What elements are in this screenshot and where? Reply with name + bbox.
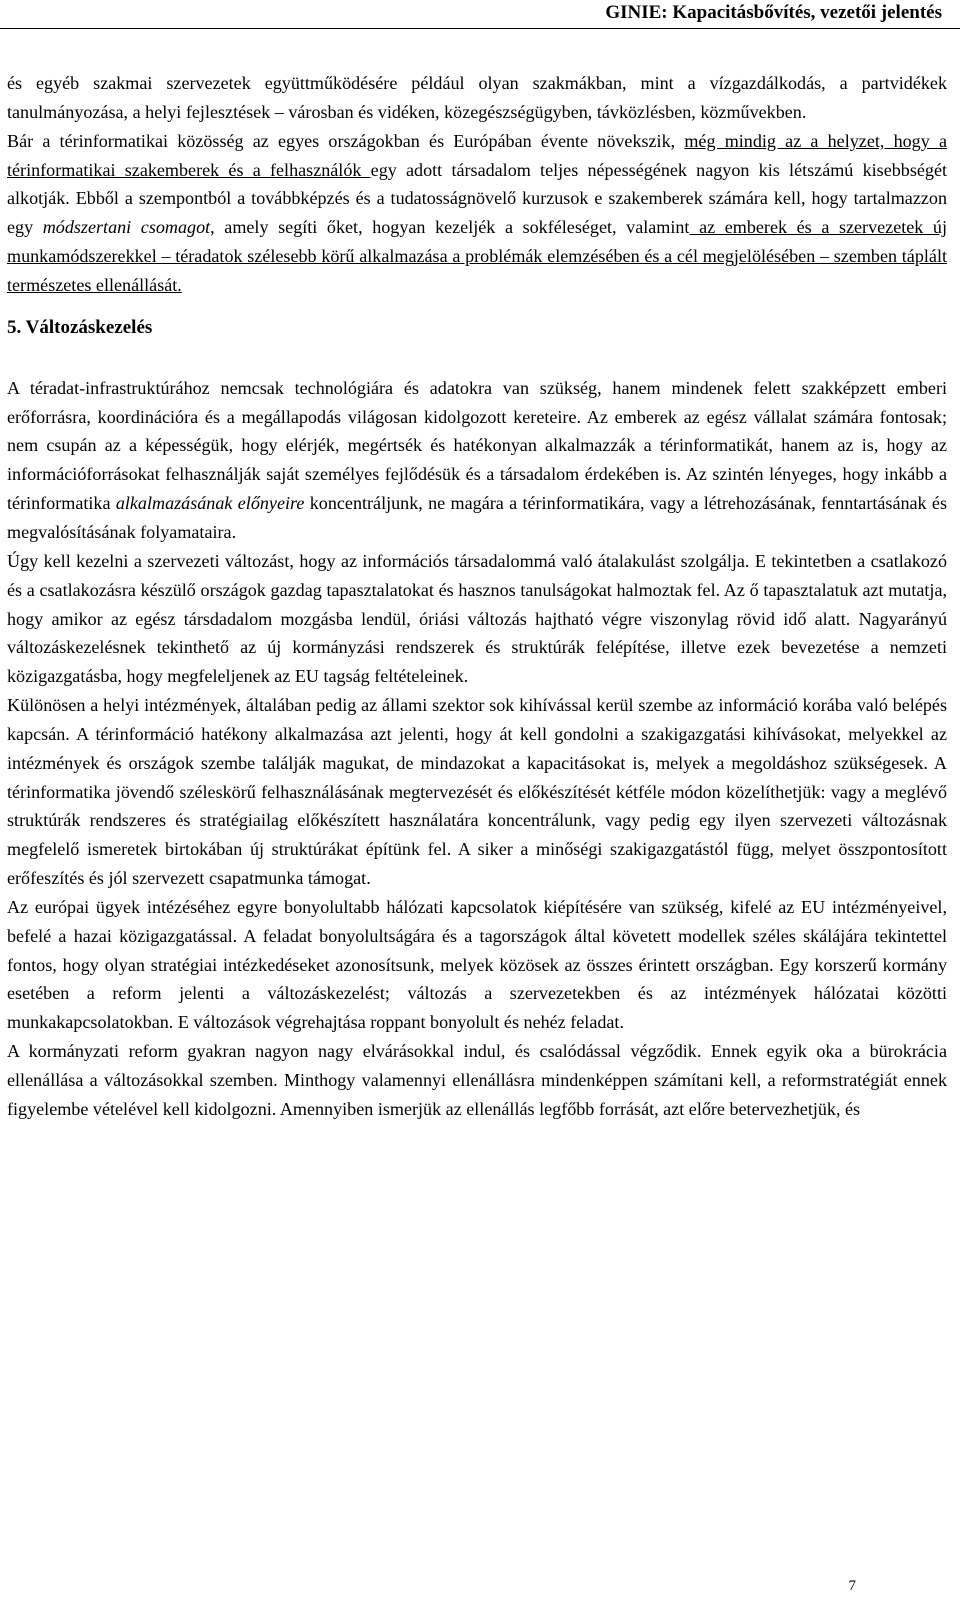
underlined-text: még mindig az a helyzet, hogy a térinformatikai szakemberek és a felhasználók: [7, 130, 947, 180]
text-run: egy adott társadalom teljes népességének nagyon kis létszámú kisebbségét alkotják. Ebből a szempontból a továbbképzés és a tudatosságnövelő kurzusok e szakemberek számára kell, hogy tartalmazzon egy: [7, 159, 947, 238]
italic-text: alkalmazásának előnyeire: [115, 493, 305, 514]
text-run: Bár a térinformatikai közösség az egyes országokban és Európában évente növekszik,: [7, 130, 685, 151]
header-divider: [0, 28, 960, 29]
paragraph-infrastructure: [7, 374, 947, 547]
paragraph-organizational-change: Úgy kell kezelni a szervezeti változást, hogy az információs társadalommá való átalakulást szolgálja. E tekintetben a csatlakozó és a csatlakozásra készülő országok gazdag tapasztalatokat és hasznos tanulságokat halmoztak fel. Az ő tapasztalatuk azt mutatja, hogy amikor az egész társdadalom mozgásba lendül, óriási változás hajtható végre viszonylag rövid idő alatt. Nagyarányú változáskezelésnek tekinthető az új kormányzási rendszerek és struktúrák felépítése, illetve ezek bevezetése a nemzeti közigazgatásba, hogy megfeleljenek az EU tagság feltételeinek.: [7, 550, 947, 687]
underlined-text: az emberek és a szervezetek új munkamódszerekkel – téradatok szélesebb körű alkalmazása a problémák elemzésében és a cél megjelölésében – szemben táplált természetes ellenállását.: [7, 217, 948, 295]
paragraph-government-reform: A kormányzati reform gyakran nagyon nagy elvárásokkal indul, és csalódással végződik. Ennek egyik oka a bürokrácia ellenállása a változásokkal szemben. Minthogy valamennyi ellenállásra mindenképpen számítani kell, a reformstratégiát ennek figyelembe vételével kell kidolgozni. Amennyiben ismerjük az ellenállás legfőbb forrását, azt előre betervezhetjük, és: [7, 1041, 947, 1119]
paragraph-european-affairs: Az európai ügyek intézéséhez egyre bonyolultabb hálózati kapcsolatok kiépítésére van szükség, kifelé az EU intézményeivel, befelé a hazai közigazgatással. A feladat bonyolultságára és a tagországok által követett modellek széles skálájára tekintettel fontos, hogy olyan stratégiai intézkedéseket azonosítsunk, melyek közösek az összes érintett országban. Egy korszerű kormány esetében a reform jelenti a változáskezelést; változás a szervezetekben és az intézmények hálózatai közötti munkakapcsolatokban. E változások végrehajtása roppant bonyolult és nehéz feladat.: [7, 896, 947, 1033]
section-heading: 5. Változáskezelés: [7, 316, 153, 338]
text-run: koncentráljunk, ne magára a térinformatikára, vagy a létrehozásának, fenntartásának és megvalósításának folyamataira.: [7, 493, 948, 542]
paragraph-community: [7, 127, 947, 300]
text-run: , amely segíti őket, hogyan kezeljék a sokféleséget, valamint: [210, 217, 690, 238]
text-run: A téradat-infrastruktúrához nemcsak technológiára és adatokra van szükség, hanem mindenek felett szakképzett emberi erőforrásra, koordinációra és a megállapodás világosan kidolgozott kereteire. Az emberek az egész vállalat számára fontosak; nem csupán az a képességük, hogy elérjék, megértsék és hatékonyan alkalmazzák a térinformatikát, hanem az is, hogy az információforrásokat felhasználják saját személyes fejlődésük és a társadalom érdekében is. Az szintén lényeges, hogy inkább a térinformatika: [7, 377, 947, 514]
page-body: [7, 69, 947, 1124]
running-header: GINIE: Kapacitásbővítés, vezetői jelentés: [605, 2, 942, 23]
paragraph-continuation: és egyéb szakmai szervezetek együttműködésére például olyan szakmákban, mint a vízgazdálkodás, a partvidékek tanulmányozása, a helyi fejlesztések – városban és vidéken, közegészségügyben, távközlésben, közművekben.: [7, 73, 947, 122]
page-number: 7: [848, 1578, 856, 1594]
italic-text: módszertani csomagot: [42, 217, 211, 238]
paragraph-local-institutions: Különösen a helyi intézmények, általában pedig az állami szektor sok kihívással kerül szembe az információ korába való belépés kapcsán. A térinformáció hatékony alkalmazása azt jelenti, hogy át kell gondolni a szakigazgatási kihívásokat, melyekkel az intézmények és országok szembe találják magukat, de mindazokat a kapacitásokat is, melyek a megoldáshoz szükségesek. A térinformatika jövendő széleskörű felhasználásának megtervezését és előkészítését kétféle módon közelíthetjük: vagy a meglévő struktúrák rendszeres és stratégiailag előkészített használatára koncentrálunk, vagy pedig egy ilyen szervezeti változásnak megfelelő ismeretek birtokában új struktúrákat építünk fel. A siker a minőségi szakigazgatástól függ, melyet összpontosított erőfeszítés és jól szervezett csapatmunka támogat.: [7, 695, 947, 889]
